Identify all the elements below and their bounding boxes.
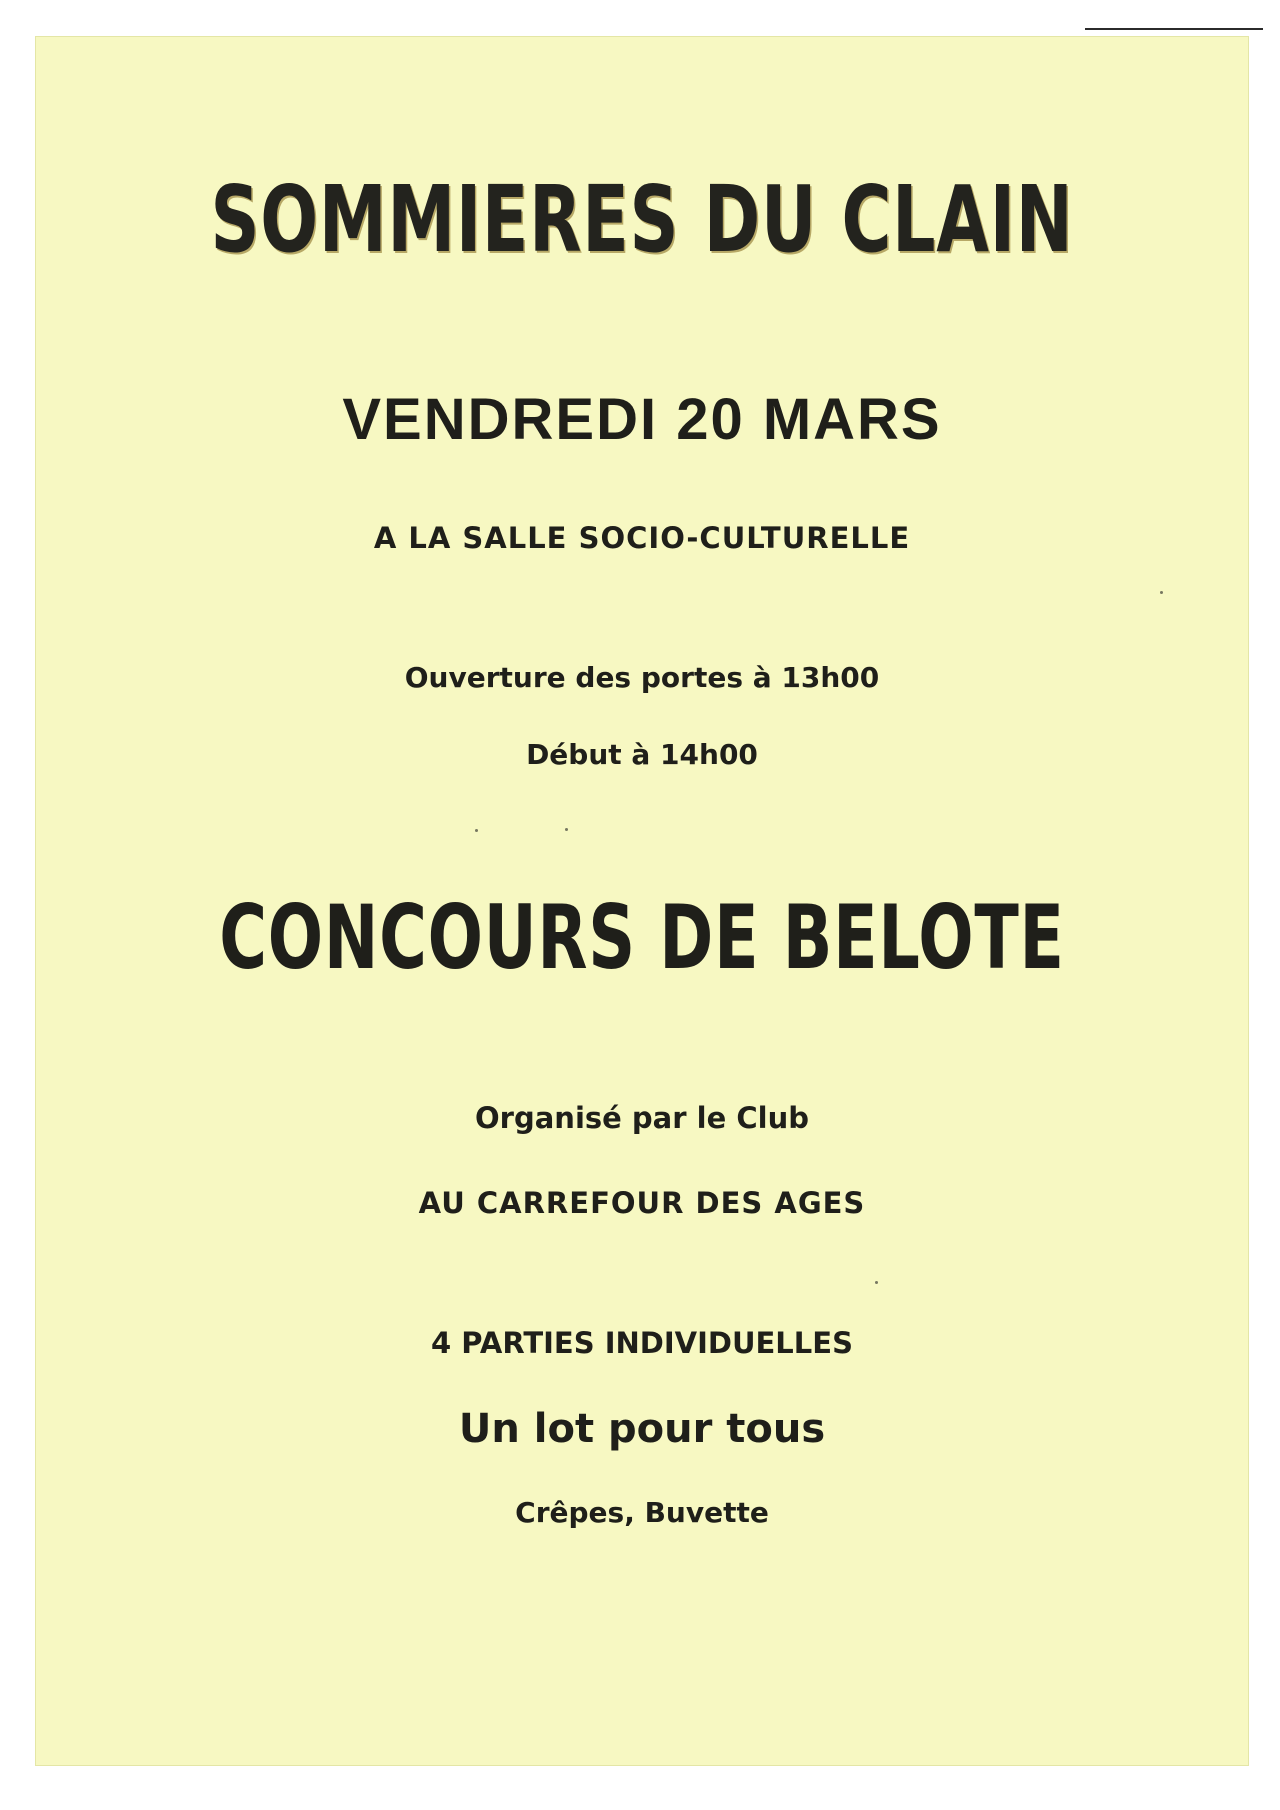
- poster-sheet: [35, 36, 1249, 1766]
- games-info: 4 PARTIES INDIVIDUELLES: [431, 1326, 853, 1360]
- scan-speck: [1160, 591, 1163, 594]
- scan-edge-line: [1085, 28, 1263, 30]
- refreshments-info: Crêpes, Buvette: [515, 1496, 769, 1529]
- scan-speck: [565, 828, 568, 831]
- doors-open-time: Ouverture des portes à 13h00: [404, 661, 880, 694]
- organizer-name: AU CARREFOUR DES AGES: [418, 1186, 866, 1220]
- prize-info: Un lot pour tous: [458, 1406, 826, 1452]
- organizer-intro: Organisé par le Club: [475, 1101, 809, 1135]
- start-time: Début à 14h00: [526, 738, 758, 771]
- scan-speck: [475, 829, 478, 832]
- venue-line: A LA SALLE SOCIO-CULTURELLE: [373, 521, 911, 555]
- event-title: CONCOURS DE BELOTE: [219, 886, 1065, 989]
- event-date: VENDREDI 20 MARS: [342, 387, 942, 452]
- town-title: SOMMIERES DU CLAIN: [210, 166, 1074, 273]
- scan-speck: [875, 1281, 878, 1284]
